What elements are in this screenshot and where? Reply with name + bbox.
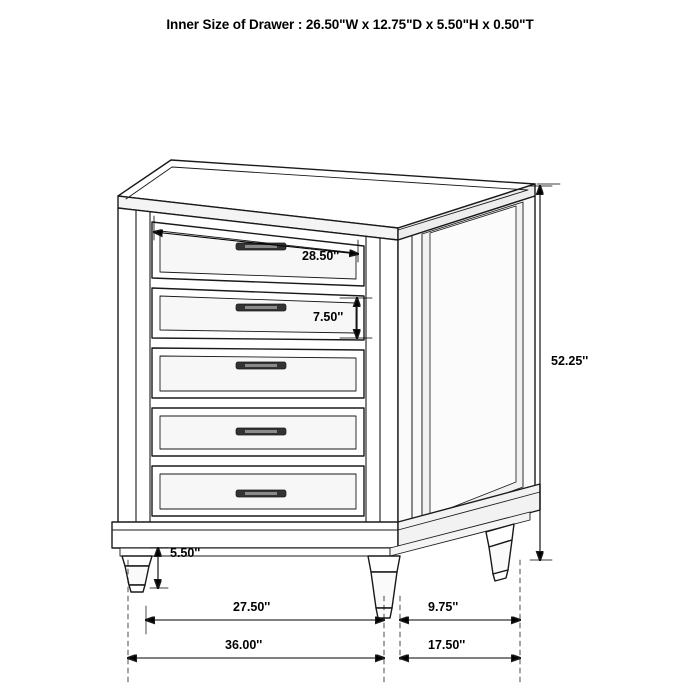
chest-side-panel (398, 196, 535, 530)
dimension-label-drawer-height: 7.50'' (313, 310, 344, 324)
leg-front-left (122, 556, 152, 592)
drawer-5 (152, 466, 364, 516)
dimension-label-side-depth: 9.75'' (428, 600, 459, 614)
dimension-label-drawer-width: 28.50'' (302, 249, 340, 263)
leg-back-right (486, 524, 514, 581)
dimension-label-leg-height: 5.50'' (170, 546, 201, 560)
page-title: Inner Size of Drawer : 26.50"W x 12.75"D x 5.50"H x 0.50"T (166, 17, 534, 32)
dimension-label-total-height: 52.25'' (551, 354, 589, 368)
drawer-4 (152, 408, 364, 456)
drawer-3 (152, 348, 364, 398)
dimension-label-overall-depth: 17.50'' (428, 638, 466, 652)
dimension-label-front-width: 27.50'' (233, 600, 271, 614)
dimension-label-overall-width: 36.00'' (225, 638, 263, 652)
